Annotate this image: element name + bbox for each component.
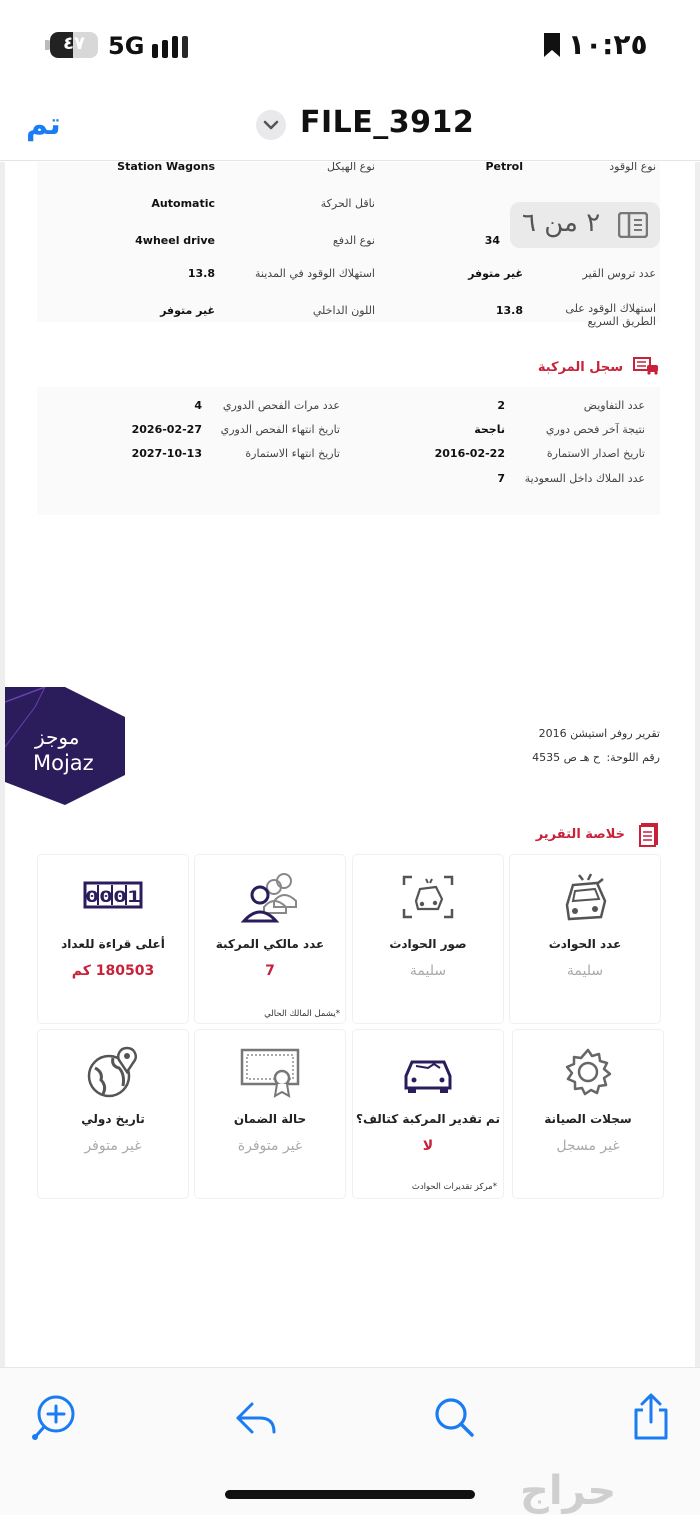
tile-label: أعلى قراءة للعداد: [61, 937, 165, 951]
tile-maintenance-records: [513, 1030, 663, 1198]
tile-owners-count: [195, 855, 345, 1023]
chevron-down-icon: [256, 110, 286, 140]
tile-value: سليمة: [409, 963, 447, 979]
page-indicator-text: ٢ من ٦: [522, 208, 601, 238]
logo-text-arabic: موجز: [35, 725, 80, 749]
report-summary-icon: [639, 823, 659, 847]
record-value: 2: [497, 399, 505, 412]
owners-icon: [240, 871, 300, 923]
tile-value: 7: [265, 963, 275, 979]
spec-value: غير متوفر: [468, 267, 523, 280]
spec-value: Automatic: [151, 197, 215, 210]
spec-label: نوع الدفع: [332, 234, 375, 247]
spec-label: نوع الهيكل: [326, 162, 375, 173]
accident-photo-icon: [398, 871, 458, 923]
record-label: تاريخ انتهاء الفحص الدوري: [220, 423, 340, 436]
spec-value: 4wheel drive: [135, 234, 215, 247]
mojaz-logo: [5, 687, 130, 805]
reply-arrow-icon[interactable]: [230, 1392, 280, 1442]
tile-warranty-status: [195, 1030, 345, 1198]
spec-value: Station Wagons: [117, 162, 215, 173]
globe-pin-icon: [83, 1046, 143, 1098]
record-label: عدد التفاويض: [583, 399, 645, 412]
spec-value: 13.8: [187, 267, 215, 280]
record-value: ناجحة: [474, 423, 505, 436]
record-value: 2027-10-13: [131, 447, 202, 460]
record-label: تاريخ اصدار الاستمارة: [546, 447, 645, 460]
spec-label: استهلاك الوقود في المدينة: [255, 267, 375, 280]
tile-label: تاريخ دولي: [81, 1112, 145, 1126]
nav-bar: [0, 95, 700, 161]
spec-value: 13.8: [495, 304, 523, 317]
done-button[interactable]: تم: [26, 107, 61, 142]
spec-label: اللون الداخلي: [312, 304, 375, 317]
tile-label: حالة الضمان: [233, 1112, 307, 1126]
tile-value: سليمة: [566, 963, 604, 979]
record-value: 2026-02-27: [131, 423, 202, 436]
tile-odometer: [38, 855, 188, 1023]
report-title: تقرير روفر استيشن 2016: [538, 727, 660, 740]
odometer-icon: [83, 871, 143, 923]
battery-icon: [50, 32, 98, 58]
tile-value: لا: [422, 1138, 434, 1154]
record-label: تاريخ انتهاء الاستمارة: [245, 447, 340, 460]
tile-value: 180503 كم: [71, 963, 155, 979]
tile-accidents-count: [510, 855, 660, 1023]
tile-accident-photos: [353, 855, 503, 1023]
vehicle-record-card: [37, 387, 660, 515]
battery-level-text: ٤٧: [63, 33, 85, 54]
tile-label: عدد مالكي المركبة: [215, 937, 325, 951]
tile-total-loss: [353, 1030, 503, 1198]
damaged-car-icon: [398, 1046, 458, 1098]
tile-label: سجلات الصيانة: [544, 1112, 632, 1126]
plate-value: ح هـ ص 4535: [532, 751, 600, 764]
logo-text-english: Mojaz: [33, 751, 94, 775]
record-label: عدد مرات الفحص الدوري: [222, 399, 340, 412]
record-value: 7: [497, 472, 505, 485]
document-viewer[interactable]: [0, 162, 700, 1367]
odometer-digits: 0001: [85, 887, 141, 906]
spec-label: نوع الوقود: [609, 162, 656, 173]
watermark: حراج: [520, 1468, 617, 1514]
markup-add-icon[interactable]: [30, 1392, 80, 1442]
record-label: عدد الملاك داخل السعودية: [524, 472, 645, 485]
tile-value: غير متوفرة: [237, 1138, 303, 1154]
spec-label: استهلاك الوقود على الطريق السريع: [565, 302, 656, 328]
tile-international-history: [38, 1030, 188, 1198]
spec-value: 34: [484, 234, 500, 247]
network-type: 5G: [108, 32, 145, 60]
tile-label: عدد الحوادث: [548, 937, 622, 951]
total-loss-note: *مركز تقديرات الحوادث: [411, 1182, 497, 1192]
title-menu-button[interactable]: [256, 110, 286, 140]
owners-note: *يشمل المالك الحالي: [264, 1009, 340, 1019]
tile-value: غير متوفر: [84, 1138, 142, 1154]
bottom-toolbar: [0, 1367, 700, 1515]
clock: ١٠:٢٥: [568, 28, 648, 61]
bookmark-icon: [543, 32, 561, 58]
tile-value: غير مسجل: [556, 1138, 620, 1154]
spec-label: عدد تروس القير: [582, 267, 656, 280]
certificate-icon: [240, 1046, 300, 1098]
file-title: FILE_3912: [300, 105, 475, 140]
summary-title: خلاصة التقرير: [535, 827, 625, 842]
tile-label: تم تقدير المركبة كتالف؟: [356, 1112, 500, 1126]
spec-value: غير متوفر: [160, 304, 215, 317]
record-value: 2016-02-22: [434, 447, 505, 460]
home-indicator[interactable]: [225, 1490, 475, 1499]
page-indicator-icon: [618, 212, 648, 238]
record-value: 4: [194, 399, 202, 412]
share-icon[interactable]: [626, 1392, 676, 1442]
tile-label: صور الحوادث: [389, 937, 467, 951]
spec-value: Petrol: [485, 162, 523, 173]
document-page-2: [5, 687, 695, 1367]
signal-icon: [152, 36, 192, 58]
spec-label: ناقل الحركة: [320, 197, 375, 210]
vehicle-record-title: سجل المركبة: [537, 360, 623, 375]
vehicle-record-icon: [633, 357, 659, 375]
crashed-car-icon: [555, 871, 615, 923]
search-icon[interactable]: [430, 1392, 480, 1442]
record-label: نتيجة آخر فحص دوري: [545, 423, 645, 436]
page-indicator: [510, 202, 660, 248]
status-bar: [0, 0, 700, 95]
gear-icon: [558, 1046, 618, 1098]
plate-label: رقم اللوحة:: [606, 751, 660, 764]
